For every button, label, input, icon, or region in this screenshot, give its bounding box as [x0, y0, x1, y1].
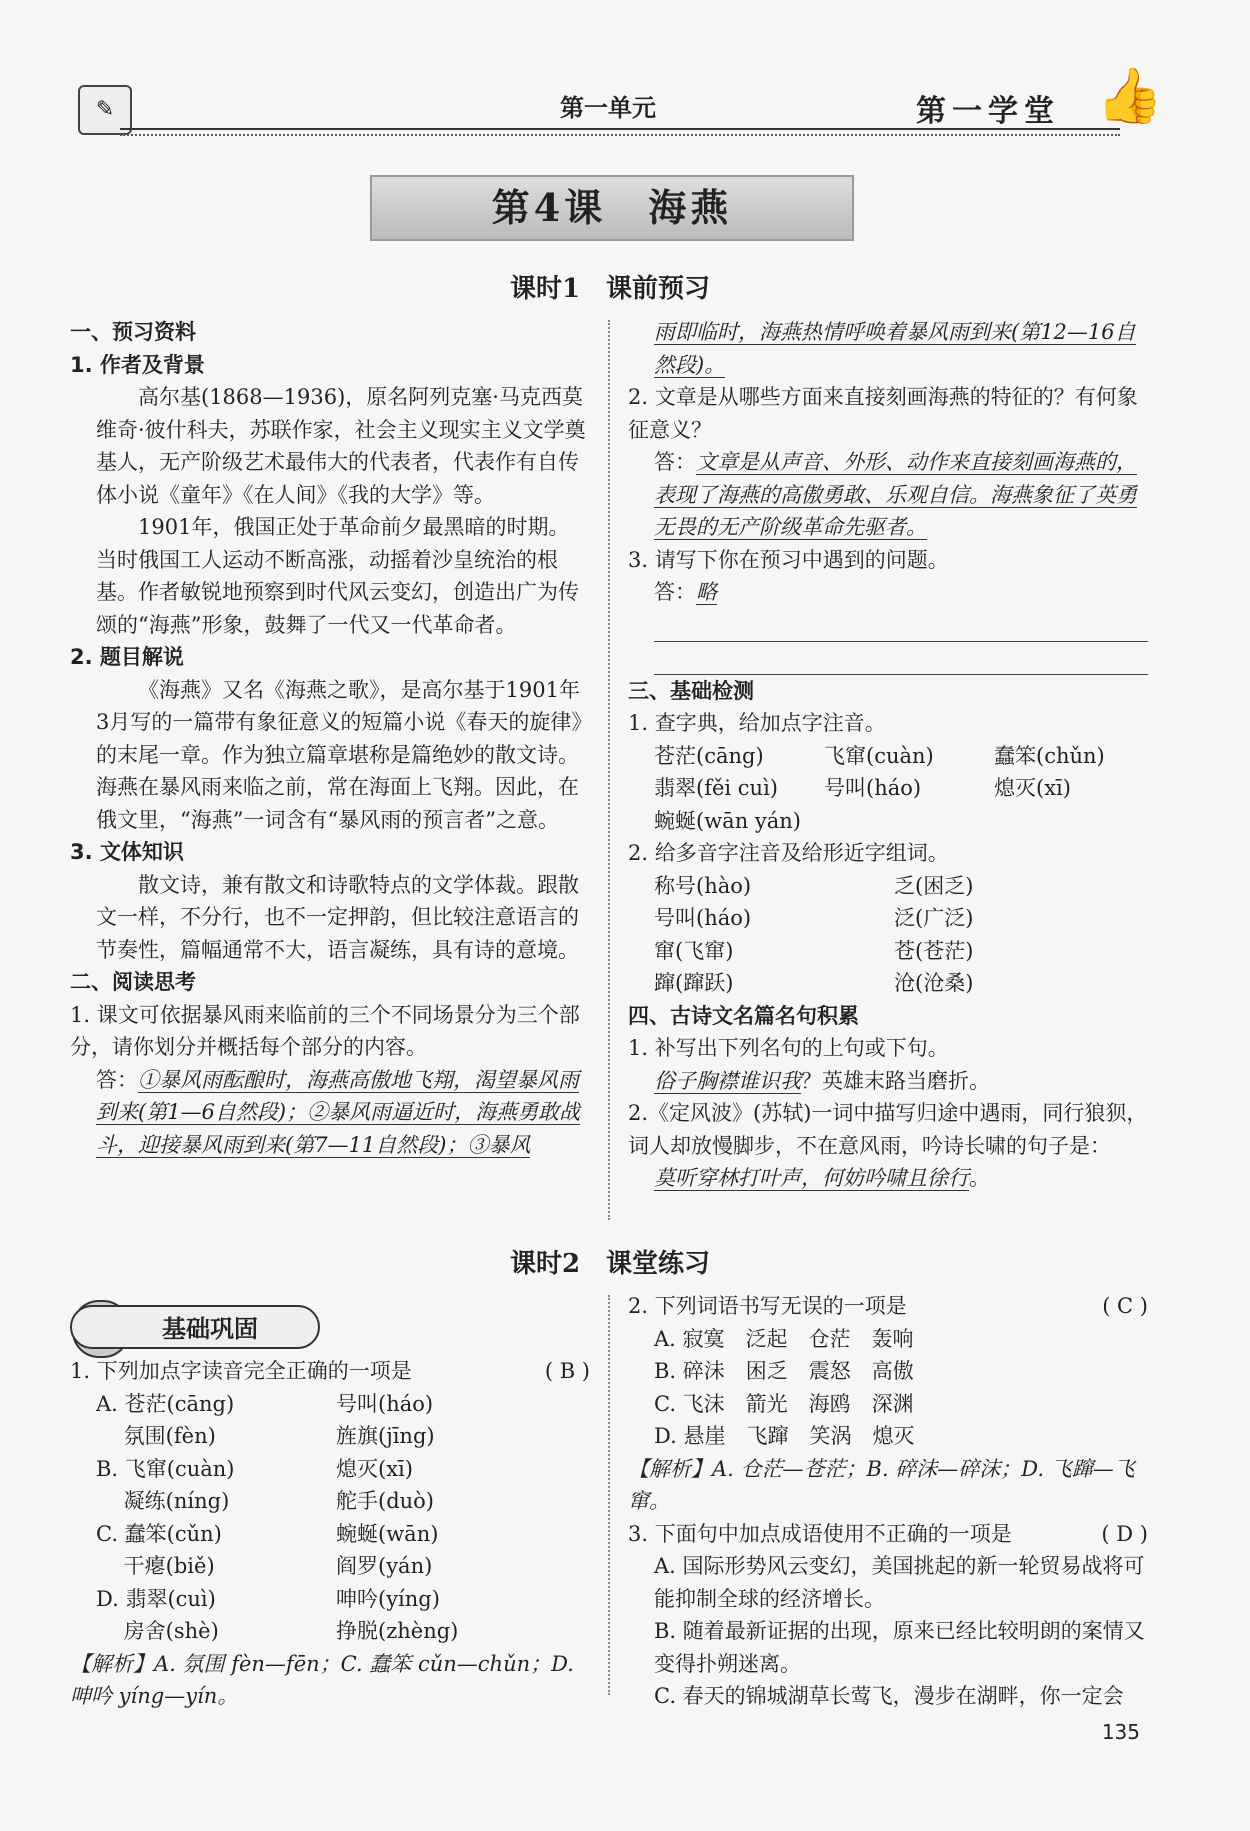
option: 蜿蜒(wān) — [336, 1521, 439, 1546]
question-mc-1 — [70, 1355, 590, 1388]
answer-reading-1-continued — [628, 316, 1148, 381]
polyphone-item: 乏(困乏) — [894, 873, 974, 898]
pinyin-item: 飞窜(cuàn) — [824, 743, 934, 768]
column-divider-1 — [608, 320, 610, 1220]
heading-genre: 3. 文体知识 — [70, 840, 184, 864]
header-unit: 第一单元 — [560, 93, 656, 122]
heading-title-explain: 2. 题目解说 — [70, 645, 184, 669]
polyphone-item: 称号(hào) — [654, 873, 752, 898]
header-divider — [120, 128, 1120, 136]
polyphone-item: 苍(苍茫) — [894, 938, 974, 963]
option: 熄灭(xī) — [336, 1456, 413, 1481]
option: 凝练(níng) — [96, 1489, 230, 1513]
polyphone-item: 窜(飞窜) — [654, 938, 734, 963]
option: 干瘪(biě) — [96, 1554, 215, 1578]
option: A. 苍茫(cāng) — [96, 1391, 235, 1416]
pinyin-item: 蠢笨(chǔn) — [994, 743, 1105, 768]
pinyin-item: 苍茫(cāng) — [654, 743, 764, 768]
para-title-explain: 《海燕》又名《海燕之歌》，是高尔基于1901年3月写的一篇带有象征意义的短篇小说《春天的旋律》的末尾一章。作为独立篇章堪称是篇绝妙的散文诗。海燕在暴风雨来临之前，常在海面上飞翔。因此，在俄文里，“海燕”一词含有“暴风雨的预言者”之意。 — [96, 677, 582, 832]
option: D. 悬崖 飞蹿 笑涡 熄灭 — [654, 1424, 915, 1448]
blank-line — [654, 642, 1148, 675]
question-polyphone: 2. 给多音字注音及给形近字组词。 — [628, 841, 949, 865]
blank-line — [654, 609, 1148, 642]
option: C. 飞沫 箭光 海鸥 深渊 — [654, 1391, 914, 1416]
option: 阎罗(yán) — [336, 1554, 433, 1578]
para-author-2: 1901年，俄国正处于革命前夕最黑暗的时期。当时俄国工人运动不断高涨，动摇着沙皇统治的根基。作者敏锐地预察到时代风云变幻，创造出广为传颂的“海燕”形象，鼓舞了一代又一代革命者。 — [96, 515, 579, 637]
answer-label: 答： — [96, 1067, 138, 1092]
answer-reading-1 — [70, 1064, 590, 1162]
page-number: 135 — [1101, 1720, 1140, 1744]
answer-text: 莫听穿林打叶声，何妨吟啸且徐行 — [654, 1166, 969, 1190]
pinyin-item: 翡翠(fěi cuì) — [654, 776, 778, 800]
option: A. 寂寞 泛起 仓茫 轰响 — [654, 1326, 914, 1351]
left-column-1 — [70, 316, 590, 1161]
column-divider-2 — [608, 1295, 610, 1695]
answer-reading-2 — [628, 446, 1148, 544]
answer-dingfengbo — [628, 1162, 1148, 1195]
left-column-2 — [70, 1355, 590, 1713]
explanation: 【解析】A. 仓茫—苍茫；B. 碎沬—碎沫；D. 飞蹿—飞窜。 — [628, 1456, 1135, 1513]
section2-title: 课时2 课堂练习 — [509, 1249, 711, 1279]
heading-author: 1. 作者及背景 — [70, 352, 205, 377]
polyphone-item: 蹿(蹿跃) — [654, 971, 734, 995]
option: 号叫(háo) — [336, 1391, 434, 1416]
option: 房舍(shè) — [96, 1619, 219, 1643]
polyphone-item: 沧(沧桑) — [894, 971, 974, 995]
right-column-2 — [628, 1290, 1148, 1713]
right-column-1 — [628, 316, 1148, 1195]
answer-text-continued: 雨即临时，海燕热情呼唤着暴风雨到来(第12—16自然段)。 — [654, 320, 1136, 377]
para-genre: 散文诗，兼有散文和诗歌特点的文学体裁。跟散文一样，不分行，也不一定押韵，但比较注意语言的节奏性，篇幅通常不大，语言凝练，具有诗的意境。 — [96, 872, 579, 962]
question-reading-1: 1. 课文可依据暴风雨来临前的三个不同场景分为三个部分，请你划分并概括每个部分的内容。 — [70, 1002, 580, 1059]
heading-classical: 四、古诗文名篇名句积累 — [628, 1003, 859, 1028]
question-dingfengbo: 2.《定风波》(苏轼)一词中描写归途中遇雨，同行狼狈，词人却放慢脚步，不在意风雨，吟诗长啸的句子是： — [628, 1101, 1148, 1158]
section-badge: 基础巩固 — [70, 1305, 320, 1349]
question-dictionary: 1. 查字典，给加点字注音。 — [628, 711, 886, 735]
question-reading-3: 3. 请写下你在预习中遇到的问题。 — [628, 547, 949, 572]
question-mc-2 — [628, 1290, 1148, 1323]
option: 挣脱(zhèng) — [336, 1619, 459, 1643]
answer-text: ①暴风雨酝酿时，海燕高傲地飞翔，渴望暴风雨到来(第1—6自然段)；②暴风雨逼近时，海燕勇敢战斗，迎接暴风雨到来(第7—11自然段)；③暴风 — [96, 1067, 581, 1157]
thumbs-up-icon: 👍 — [1096, 64, 1164, 127]
polyphone-grid — [628, 870, 1148, 1000]
answer-text: 文章是从声音、外形、动作来直接刻画海燕的，表现了海燕的高傲勇敢、乐观自信。海燕象征了英勇无畏的无产阶级革命先驱者。 — [654, 450, 1137, 539]
question-mc-3 — [628, 1518, 1148, 1551]
polyphone-item: 号叫(háo) — [654, 906, 752, 930]
option: B. 随着最新证据的出现，原来已经比较明朗的案情又变得扑朔迷离。 — [654, 1619, 1145, 1676]
pinyin-item: 熄灭(xī) — [994, 776, 1071, 800]
question-fill: 1. 补写出下列名句的上句或下句。 — [628, 1036, 949, 1060]
option: 呻吟(yíng) — [336, 1586, 440, 1611]
question-reading-2: 2. 文章是从哪些方面来直接刻画海燕的特征的？有何象征意义？ — [628, 385, 1138, 442]
option: 舵手(duò) — [336, 1489, 434, 1513]
pinyin-item: 蜿蜒(wān yán) — [654, 808, 801, 833]
section1-title: 课时1 课前预习 — [509, 274, 711, 304]
option: 旌旗(jīng) — [336, 1424, 435, 1448]
answer-tail: ？英雄末路当磨折。 — [801, 1068, 990, 1093]
notebook-icon: ✎ — [78, 85, 132, 135]
heading-reading: 二、阅读思考 — [70, 970, 196, 994]
lesson-title: 第4课 海燕 — [370, 175, 854, 241]
heading-basic-check: 三、基础检测 — [628, 678, 754, 703]
pinyin-item: 号叫(háo) — [824, 776, 922, 800]
answer-text: 俗子胸襟谁识我 — [654, 1068, 801, 1093]
option: C. 春天的锦城湖草长莺飞，漫步在湖畔，你一定会 — [654, 1684, 1124, 1708]
option: B. 碎沬 困乏 震怒 高傲 — [654, 1359, 914, 1383]
question-text: 2. 下列词语书写无误的一项是 — [628, 1294, 907, 1318]
answer-label: 答： — [654, 450, 696, 474]
answer-mark: ( C ) — [1102, 1294, 1148, 1318]
option: D. 翡翠(cuì) — [96, 1586, 216, 1611]
answer-mark: ( D ) — [1101, 1521, 1148, 1546]
question-text: 3. 下面句中加点成语使用不正确的一项是 — [628, 1521, 1012, 1546]
pinyin-grid — [628, 740, 1148, 838]
option: B. 飞窜(cuàn) — [96, 1456, 235, 1481]
option: A. 国际形势风云变幻，美国挑起的新一轮贸易战将可能抑制全球的经济增长。 — [654, 1554, 1145, 1611]
answer-label: 答： — [654, 580, 696, 604]
answer-reading-3 — [628, 576, 1148, 609]
para-author-1: 高尔基(1868—1936)，原名阿列克塞·马克西莫维奇·彼什科夫，苏联作家，社会主义现实主义文学奠基人，无产阶级艺术最伟大的代表者，代表作有自传体小说《童年》《在人间》《我的大学》等。 — [96, 385, 586, 507]
answer-mark: ( B ) — [544, 1359, 590, 1383]
answer-fill — [628, 1065, 1148, 1098]
question-text: 1. 下列加点字读音完全正确的一项是 — [70, 1359, 412, 1383]
answer-text: 略 — [696, 580, 717, 604]
options-grid — [70, 1388, 590, 1648]
header-brand: 第一学堂 — [916, 94, 1060, 129]
polyphone-item: 泛(广泛) — [894, 906, 974, 930]
option: C. 蠢笨(cǔn) — [96, 1521, 222, 1546]
option: 氛围(fèn) — [96, 1424, 216, 1448]
heading-preview: 一、预习资料 — [70, 320, 196, 344]
answer-end: 。 — [969, 1166, 990, 1190]
explanation: 【解析】A. 氛围 fèn—fēn；C. 蠢笨 cǔn—chǔn；D. 呻吟 yíng—yín。 — [70, 1651, 574, 1708]
